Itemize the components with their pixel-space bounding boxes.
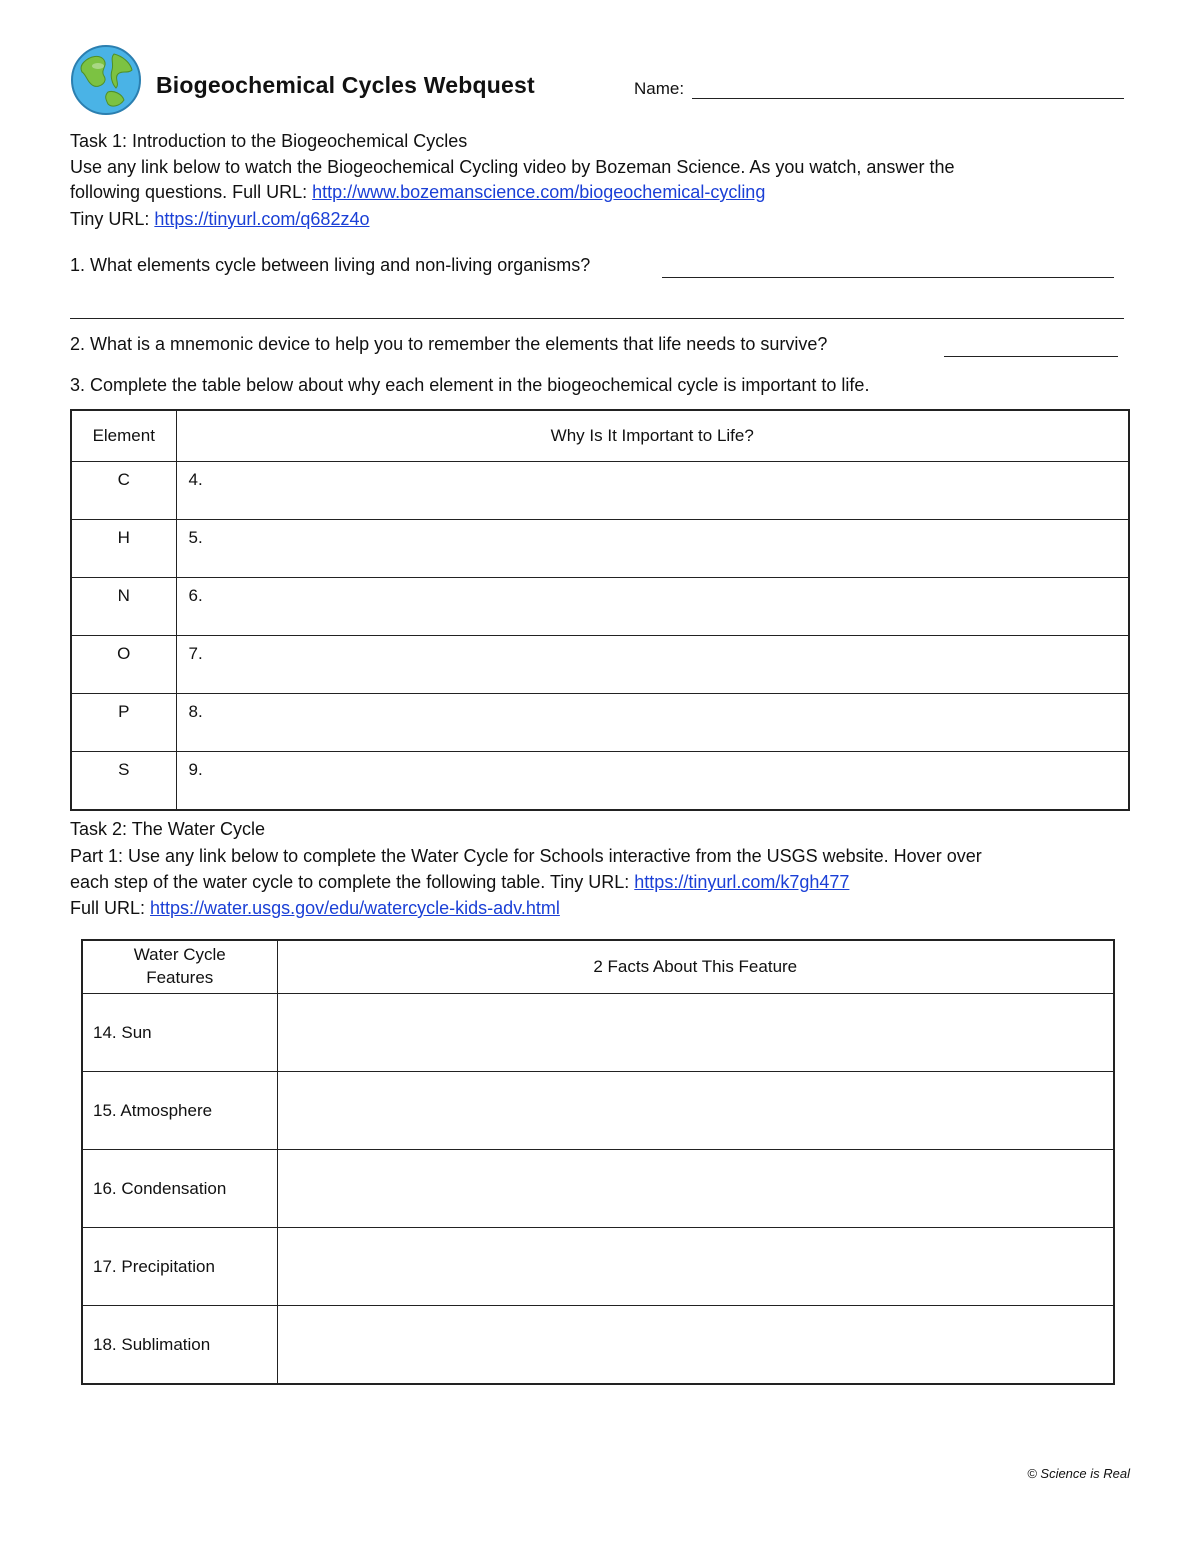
- importance-column-header: Why Is It Important to Life?: [176, 410, 1129, 462]
- element-table: [70, 409, 1130, 811]
- element-symbol: H: [71, 520, 176, 578]
- facts-cell[interactable]: [277, 1306, 1114, 1385]
- table-row: [82, 1306, 1114, 1385]
- task1-tiny-url-line: [70, 209, 369, 230]
- facts-cell[interactable]: [277, 1228, 1114, 1306]
- table-row: [82, 994, 1114, 1072]
- feature-label: 17. Precipitation: [82, 1228, 277, 1306]
- table-row: [82, 1072, 1114, 1150]
- task1-intro-line1: Use any link below to watch the Biogeochemical Cycling video by Bozeman Science. As you watch, answer the: [70, 157, 955, 177]
- task1-heading: Task 1: Introduction to the Biogeochemical Cycles: [70, 131, 468, 151]
- facts-cell[interactable]: [277, 994, 1114, 1072]
- table-row: [71, 636, 1129, 694]
- task1-tiny-url-label: Tiny URL:: [70, 209, 155, 229]
- element-symbol: O: [71, 636, 176, 694]
- task1-full-url-label: following questions. Full URL:: [70, 182, 313, 202]
- feature-label: 15. Atmosphere: [82, 1072, 277, 1150]
- document-title: Biogeochemical Cycles Webquest: [156, 72, 535, 98]
- table-row: [71, 752, 1129, 811]
- feature-label: 14. Sun: [82, 994, 277, 1072]
- feature-header-line1: Water Cycle: [133, 945, 226, 965]
- element-symbol: S: [71, 752, 176, 811]
- bozeman-full-url-link[interactable]: http://www.bozemanscience.com/biogeochemical-cycling: [312, 182, 766, 202]
- task2-part1-line2: [70, 872, 849, 893]
- feature-label: 16. Condensation: [82, 1150, 277, 1228]
- task2-heading: Task 2: The Water Cycle: [70, 819, 266, 839]
- usgs-tiny-url-link[interactable]: https://tinyurl.com/k7gh477: [634, 872, 850, 892]
- element-symbol: N: [71, 578, 176, 636]
- facts-column-header: 2 Facts About This Feature: [277, 940, 1114, 994]
- answer-cell[interactable]: 5.: [176, 520, 1129, 578]
- usgs-full-url-link[interactable]: https://water.usgs.gov/edu/watercycle-kids-adv.html: [150, 898, 560, 918]
- answer-cell[interactable]: 7.: [176, 636, 1129, 694]
- copyright-footer: © Science is Real: [1027, 1466, 1130, 1481]
- question-1: 1. What elements cycle between living and non-living organisms?: [70, 255, 591, 275]
- question-2: 2. What is a mnemonic device to help you to remember the elements that life needs to survive?: [70, 334, 828, 354]
- name-label: Name:: [634, 79, 685, 98]
- question-3: 3. Complete the table below about why each element in the biogeochemical cycle is important to life.: [70, 375, 870, 395]
- answer-cell[interactable]: 9.: [176, 752, 1129, 811]
- table-row: [71, 578, 1129, 636]
- answer-cell[interactable]: 6.: [176, 578, 1129, 636]
- task2-part1-line1: Part 1: Use any link below to complete the Water Cycle for Schools interactive from the USGS website. Hover over: [70, 846, 982, 866]
- table-row: [82, 1228, 1114, 1306]
- facts-cell[interactable]: [277, 1072, 1114, 1150]
- element-column-header: Element: [71, 410, 176, 462]
- answer-cell[interactable]: 4.: [176, 462, 1129, 520]
- water-cycle-table: [81, 939, 1115, 1385]
- task2-full-url-line: [70, 898, 560, 919]
- globe-icon: [70, 44, 142, 116]
- task1-intro-line2: [70, 182, 765, 203]
- facts-cell[interactable]: [277, 1150, 1114, 1228]
- table-row: [71, 462, 1129, 520]
- task2-tiny-url-label: each step of the water cycle to complete the following table. Tiny URL:: [70, 872, 635, 892]
- feature-label: 18. Sublimation: [82, 1306, 277, 1385]
- task2-full-url-label: Full URL:: [70, 898, 151, 918]
- answer-cell[interactable]: 8.: [176, 694, 1129, 752]
- element-symbol: P: [71, 694, 176, 752]
- element-symbol: C: [71, 462, 176, 520]
- feature-column-header: [82, 940, 277, 994]
- table-row: [71, 694, 1129, 752]
- answer-1-line-a[interactable]: [662, 277, 1114, 278]
- answer-1-line-b[interactable]: [70, 318, 1124, 319]
- name-field[interactable]: [692, 98, 1124, 99]
- table-row: [82, 1150, 1114, 1228]
- answer-2-line[interactable]: [944, 356, 1118, 357]
- bozeman-tiny-url-link[interactable]: https://tinyurl.com/q682z4o: [154, 209, 370, 229]
- table-row: [71, 520, 1129, 578]
- feature-header-line2: Features: [146, 968, 214, 987]
